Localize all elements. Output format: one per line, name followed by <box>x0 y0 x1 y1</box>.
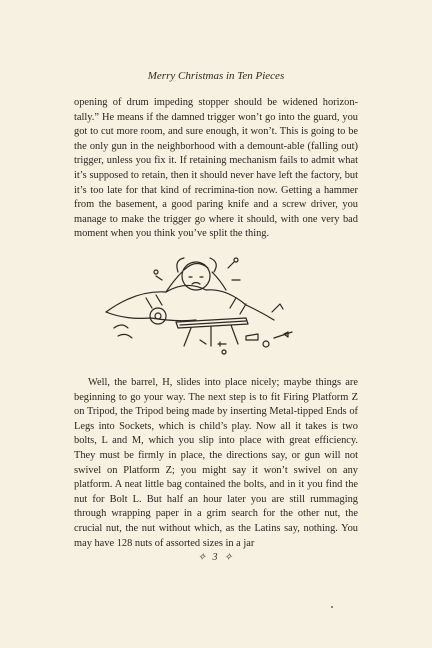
paragraph-1: opening of drum impeding stopper should be widened horizon-tally.” He means if the damned trigger won’t go into the guard, you got to cut more room, and sure enough, it won’t. This is going to be the only gun in the neighborhood with a demount-able (falling out) trigger, unless you fix it. If retaining mechanism fails to admit what it’s supposed to retain, then it should never have left the factory, but it’s too late for that kind of recrimina-tion now. Getting a hammer from the basement, a good paring knife and a screw driver, you manage to make the trigger go where it should, with one very bad moment when you think you’ve split the thing. <box>74 97 358 240</box>
paragraph-2: Well, the barrel, H, slides into place nicely; maybe things are beginning to go your way. The next step is to fit Firing Platform Z on Tripod, the Tripod being made by inserting Metal-tipped Ends of Legs into Sockets, which is child’s play. Now all it takes is two bolts, L and M, which you slip into place with great efficiency. They must be firmly in place, the directions say, or gun will not swivel on Platform Z; you might say it won’t swivel on any platform. A neat little bag contained the bolts, and in it you find the nut for Bolt L. But half an hour later you are still rummaging through wrapping paper in a grim search for the other nut, the crucial nut, the nut without which, as the Latins say, nothing. You may have 128 nuts of assorted sizes in a jar <box>74 377 358 549</box>
running-head: Merry Christmas in Ten Pieces <box>147 70 285 82</box>
page-speck <box>331 606 333 608</box>
man-with-toy-gun-illustration <box>96 250 296 360</box>
page-number: ✧ 3 ✧ <box>197 552 235 563</box>
